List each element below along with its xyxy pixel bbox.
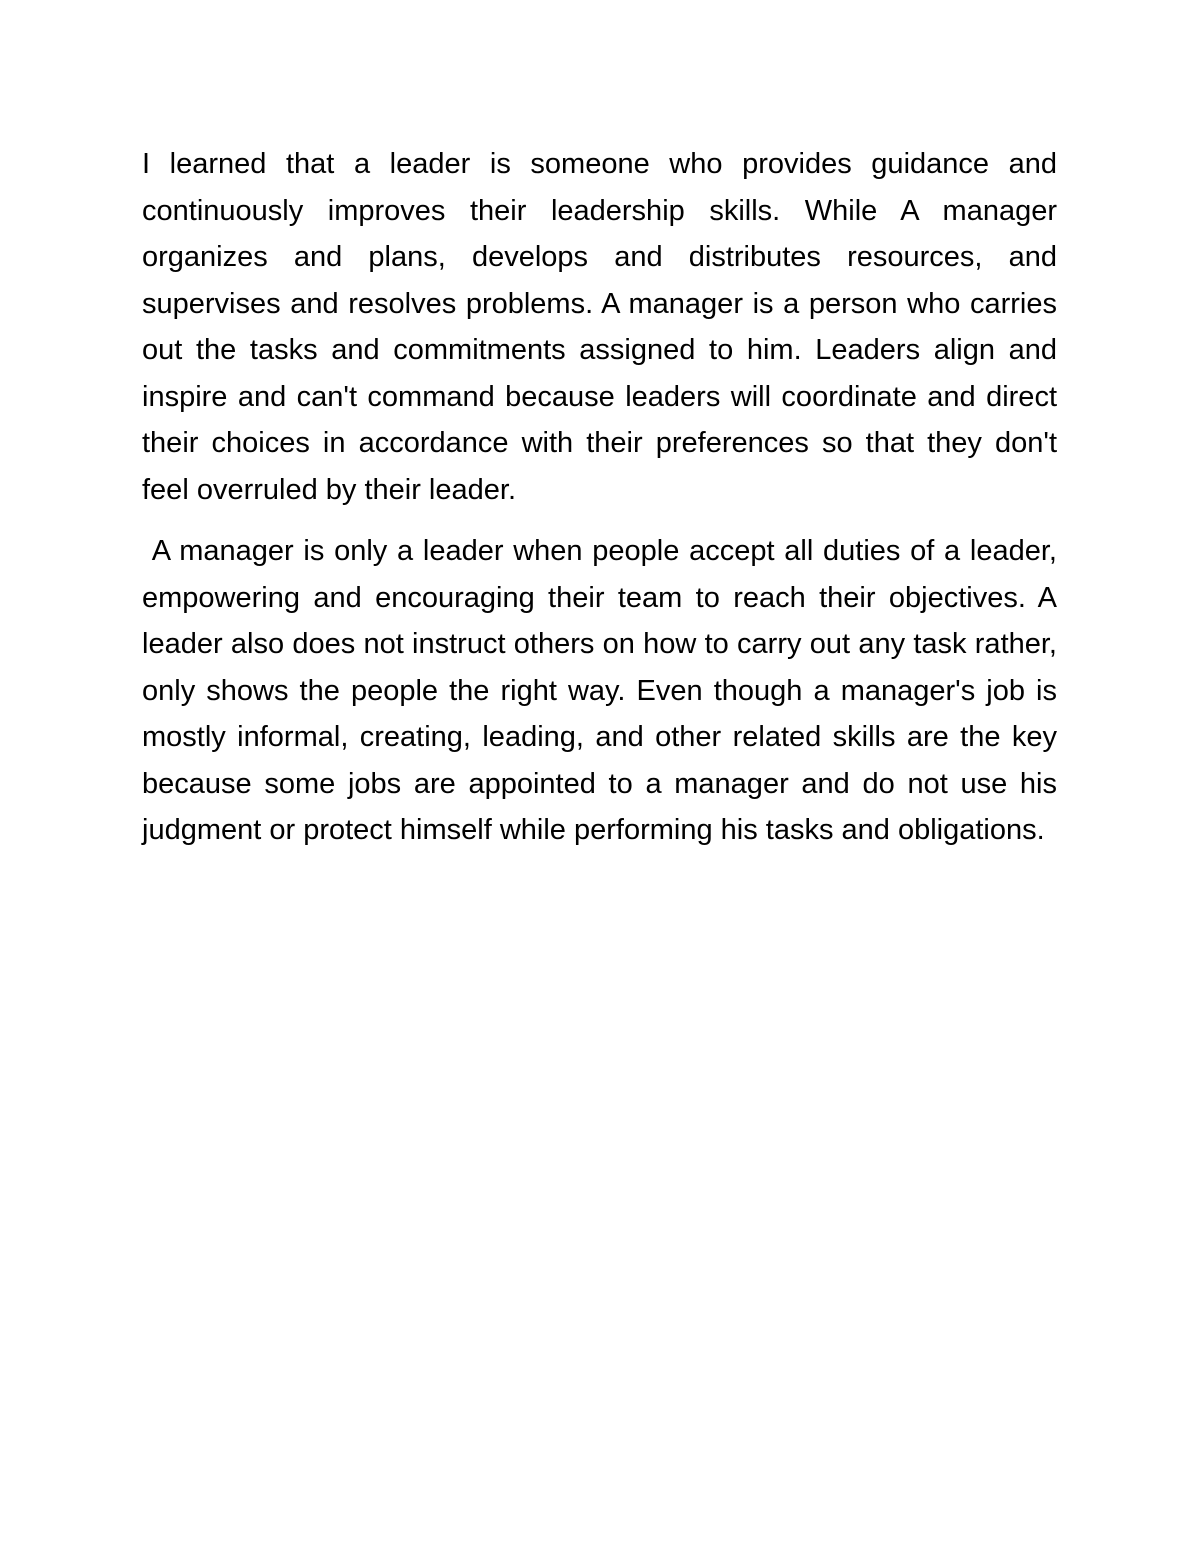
paragraph-1: I learned that a leader is someone who provides guidance and continuously improves their leadership skills. While A manager organizes and plans, develops and distributes resources, and supervises and resolves problems. A manager is a person who carries out the tasks and commitments assigned to him. Leaders align and inspire and can't command because leaders will coordinate and direct their choices in accordance with their preferences so that they don't feel overruled by their leader.	[142, 148, 1057, 506]
document-body	[142, 141, 1066, 854]
paragraph-2: A manager is only a leader when people accept all duties of a leader, empowering and encouraging their team to reach their objectives. A leader also does not instruct others on how to carry out any task rather, only shows the people the right way. Even though a manager's job is mostly informal, creating, leading, and other related skills are the key because some jobs are appointed to a manager and do not use his judgment or protect himself while performing his tasks and obligations.	[142, 535, 1066, 846]
